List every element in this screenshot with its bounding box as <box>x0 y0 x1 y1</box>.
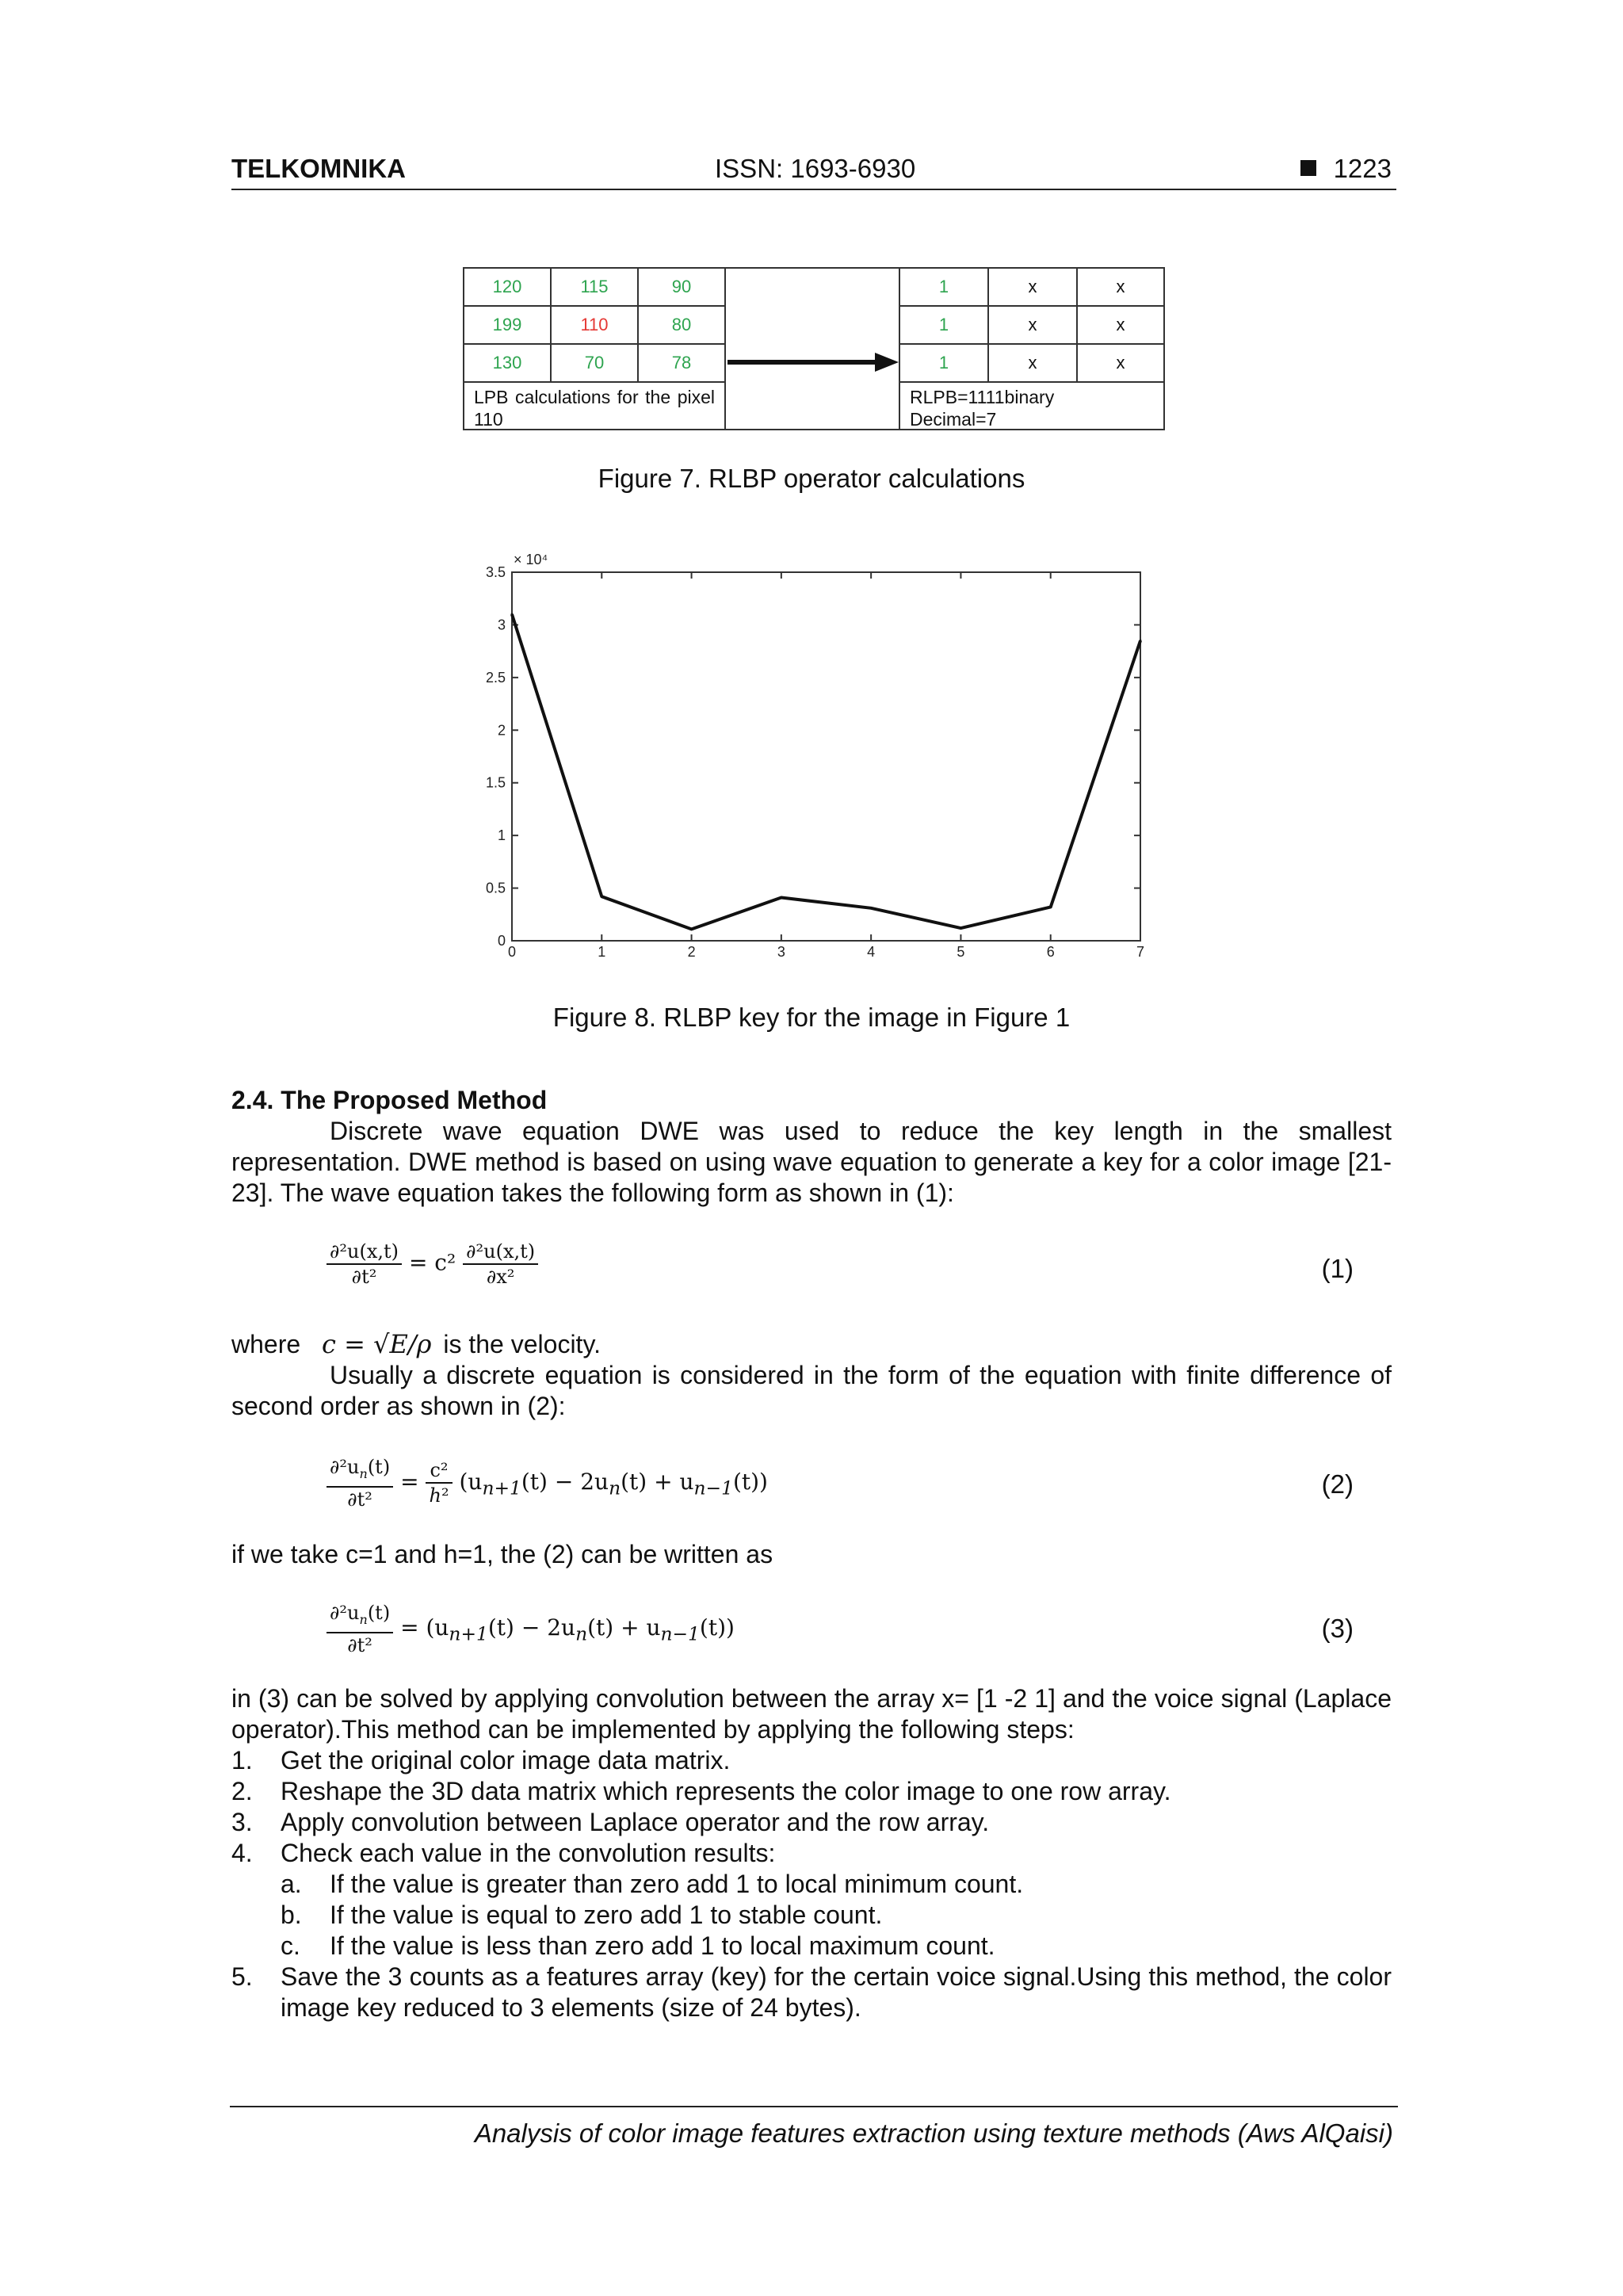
grid-cell: x <box>1076 267 1165 307</box>
center-pixel-cell: 110 <box>550 305 639 345</box>
y-multiplier-label: × 10⁴ <box>514 552 548 567</box>
paragraph-1: Discrete wave equation DWE was used to reduce the key length in the smallest representation. DWE method is based on using wave equation to generate a key for a color image [21-23]. The wave equation takes the following form as shown in (1): <box>231 1117 1392 1207</box>
page-number: 1223 <box>1333 154 1392 183</box>
y-tick-label: 1 <box>497 827 506 844</box>
series-line <box>512 614 1140 929</box>
x-tick-label: 3 <box>777 944 785 960</box>
grid-cell: 80 <box>637 305 726 345</box>
list-item: 1. Get the original color image data matrix. <box>231 1746 731 1775</box>
data-point <box>1140 640 1142 642</box>
grid-cell: 1 <box>899 305 989 345</box>
data-point <box>601 896 603 898</box>
sub-list-item: b. If the value is equal to zero add 1 to stable count. <box>281 1901 883 1929</box>
paragraph-4: in (3) can be solved by applying convolution between the array x= [1 -2 1] and the voice signal (Laplace operator).This method can be implemented by applying the following steps: <box>231 1684 1392 1744</box>
y-tick-label: 1.5 <box>485 774 506 791</box>
square-bullet-icon <box>1300 160 1316 176</box>
x-tick-label: 2 <box>687 944 696 960</box>
right-note-decimal: Decimal=7 <box>910 409 997 430</box>
grid-cell: x <box>1076 343 1165 383</box>
x-tick-label: 0 <box>507 944 517 960</box>
left-note: LPB calculations for the pixel 110 <box>463 381 726 430</box>
equation-1: $\frac{\text{∂²u(x,t)}}{\text{∂t²}}$ = c² $\frac{\text{∂²u(x,t)}}{\text{∂x²}}$ <box>327 1240 538 1289</box>
y-tick-label: 3 <box>497 617 506 633</box>
equation-2: $\frac{\partial^2u_n(t)}{\text{∂t²}}$ = $\frac{\text{c²}}{\text{h²}}$ $(u_{n+1}(t) - 2u_n(t) + u_{n-1}(t))$ <box>327 1455 768 1511</box>
grid-cell: 90 <box>637 267 726 307</box>
grid-cell: 120 <box>463 267 552 307</box>
figure-8-chart <box>485 548 1157 976</box>
paragraph-3: if we take c=1 and h=1, the (2) can be written as <box>231 1540 773 1568</box>
footer-running-title: Analysis of color image features extraction using texture methods (Aws AlQaisi) <box>474 2118 1393 2148</box>
figure-7-rlbp-table <box>463 267 1165 430</box>
grid-cell: 1 <box>899 343 989 383</box>
where-suffix: is the velocity. <box>443 1330 601 1358</box>
grid-cell: x <box>987 267 1078 307</box>
grid-cell: x <box>987 343 1078 383</box>
grid-cell: x <box>1076 305 1165 345</box>
grid-cell: 115 <box>550 267 639 307</box>
data-point <box>780 896 782 899</box>
page-header <box>231 154 1396 190</box>
figure-8-caption: Figure 8. RLBP key for the image in Figure 1 <box>552 1003 1071 1032</box>
journal-name: TELKOMNIKA <box>231 154 406 183</box>
x-tick-label: 5 <box>957 944 965 960</box>
grid-cell: 199 <box>463 305 552 345</box>
right-note-binary: RLPB=1111binary <box>910 387 1055 407</box>
sub-list-item: a. If the value is greater than zero add 1 to local minimum count. <box>281 1870 1024 1898</box>
x-tick-label: 4 <box>867 944 876 960</box>
issn: ISSN: 1693-6930 <box>715 154 916 183</box>
y-tick-label: 0 <box>497 933 506 949</box>
data-point <box>870 907 873 909</box>
y-tick-label: 2.5 <box>485 669 506 686</box>
where-line <box>231 1329 1392 1360</box>
paragraph-2: Usually a discrete equation is considered in the form of the equation with finite difference of second order as shown in (2): <box>231 1361 1392 1420</box>
grid-cell: 130 <box>463 343 552 383</box>
equation-3: $\frac{\partial^2u_n(t)}{\text{∂t²}}$ = $(u_{n+1}(t) - 2u_n(t) + u_{n-1}(t))$ <box>327 1601 735 1657</box>
right-arrow-icon <box>726 346 902 378</box>
grid-cell: 70 <box>550 343 639 383</box>
list-item: 2. Reshape the 3D data matrix which represents the color image to one row array. <box>231 1777 1171 1805</box>
x-tick-label: 7 <box>1136 944 1145 960</box>
equation-3-number: (3) <box>1321 1614 1354 1643</box>
y-tick-label: 3.5 <box>485 564 506 580</box>
data-point <box>511 613 514 616</box>
grid-cell: x <box>987 305 1078 345</box>
velocity-formula: c = √E/ρ <box>322 1329 432 1359</box>
where-label: where <box>231 1330 301 1358</box>
equation-2-number: (2) <box>1321 1469 1354 1499</box>
list-item: 3. Apply convolution between Laplace operator and the row array. <box>231 1808 990 1836</box>
x-tick-label: 6 <box>1046 944 1055 960</box>
grid-cell: 78 <box>637 343 726 383</box>
y-tick-label: 2 <box>497 722 506 739</box>
data-point <box>1049 906 1052 908</box>
line-chart <box>485 548 1157 976</box>
figure-7-caption: Figure 7. RLBP operator calculations <box>598 464 1025 493</box>
list-item: 4. Check each value in the convolution results: <box>231 1839 776 1867</box>
right-note <box>899 381 1165 430</box>
x-tick-label: 1 <box>598 944 606 960</box>
section-heading: 2.4. The Proposed Method <box>231 1086 548 1114</box>
plot-frame <box>512 572 1140 941</box>
sub-list-item: c. If the value is less than zero add 1 to local maximum count. <box>281 1931 995 1960</box>
list-item: 5. Save the 3 counts as a features array (key) for the certain voice signal.Using this method, the color image key reduced to 3 elements (size of 24 bytes). <box>231 1962 1392 2022</box>
page-footer <box>230 2106 1398 2148</box>
equation-1-number: (1) <box>1321 1254 1354 1283</box>
page-number-block <box>1300 154 1392 184</box>
y-tick-label: 0.5 <box>485 880 506 896</box>
data-point <box>690 928 693 930</box>
data-point <box>960 927 962 930</box>
grid-cell: 1 <box>899 267 989 307</box>
steps-list <box>231 1745 1392 2023</box>
